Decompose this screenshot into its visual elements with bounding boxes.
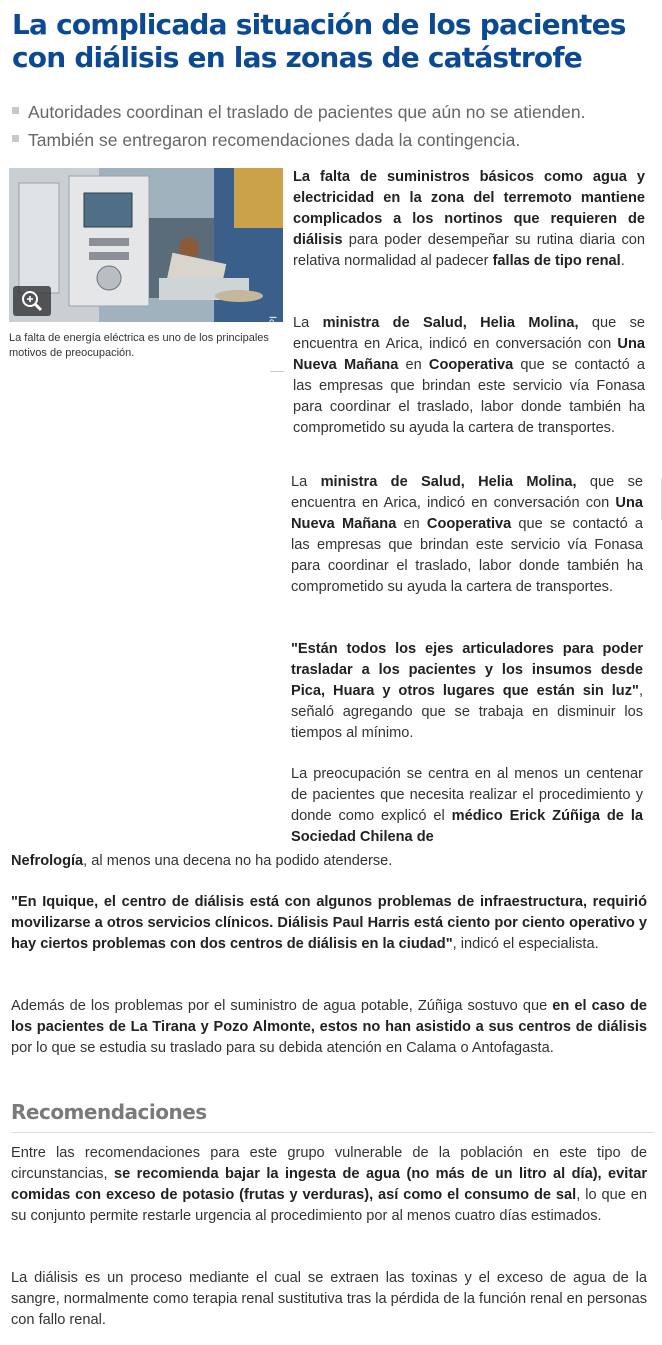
paragraph-4 <box>291 639 643 744</box>
text-run: La preocupación se centra en al menos un centenar de pacientes que necesita realizar el procedimiento y donde como explicó el <box>291 766 643 824</box>
bold-text-run: ministra de Salud, Helia Molina, <box>322 315 579 331</box>
paragraph-7 <box>11 996 647 1059</box>
bullet-square-icon <box>12 135 19 142</box>
summary-bullet-text: También se entregaron recomendaciones dada la contingencia. <box>28 130 521 150</box>
paragraph-1 <box>293 167 645 272</box>
paragraph-9 <box>11 1268 647 1331</box>
bold-text-run: Cooperativa <box>426 516 512 532</box>
bold-text-run: La falta de suministros básicos como agua y electricidad en la zona del terremoto mantiene complicados a los nortinos que requieren de diálisis <box>293 169 645 248</box>
text-run: , al menos una decena no ha podido atenderse. <box>83 853 393 869</box>
text-run: , indicó el especialista. <box>452 936 599 952</box>
paragraph-8 <box>11 1143 647 1227</box>
magnifier-icon <box>13 286 51 316</box>
bold-text-run: Una Nueva Mañana <box>293 336 645 373</box>
section-divider <box>11 1132 654 1133</box>
text-run: que se contactó a las empresas que brindan este servicio vía Fonasa para coordinar el traslado, labor donde también ha comprometido su ayuda la cartera de transportes. <box>293 357 645 436</box>
bold-text-run: se recomienda bajar la ingesta de agua (no más de un litro al día), evitar comidas con exceso de potasio (frutas y verduras), así como el consumo de sal <box>11 1166 647 1203</box>
text-run: que se encuentra en Arica, indicó en conversación con <box>291 474 643 511</box>
text-run: para poder desempeñar su rutina diaria con relativa normalidad al padecer <box>293 232 645 269</box>
bold-text-run: fallas de tipo renal <box>492 253 621 269</box>
bold-text-run: Cooperativa <box>428 357 514 373</box>
text-run: por lo que se estudia su traslado para su debida atención en Calama o Antofagasta. <box>11 1040 554 1056</box>
article-photo[interactable] <box>9 168 283 333</box>
bold-text-run: médico Erick Zúñiga de la Sociedad Chilena de <box>291 808 643 845</box>
text-run: que se encuentra en Arica, indicó en conversación con <box>293 315 645 352</box>
section-title-recomendaciones: Recomendaciones <box>11 1100 207 1124</box>
photo-caption: La falta de energía eléctrica es uno de los principales motivos de preocupación. <box>9 332 269 359</box>
paragraph-6 <box>11 892 647 955</box>
summary-bullet-text: Autoridades coordinan el traslado de pacientes que aún no se atienden. <box>28 102 586 122</box>
bold-text-run: ministra de Salud, Helia Molina, <box>320 474 577 490</box>
summary-bullet <box>12 126 657 154</box>
bold-text-run: Nefrología <box>11 853 84 869</box>
zoom-button[interactable] <box>13 286 51 316</box>
text-run: La diálisis es un proceso mediante el cual se extraen las toxinas y el exceso de agua de la sangre, normalmente como terapia renal sustitutiva tras la pérdida de la función renal en personas con fallo renal. <box>11 1270 647 1328</box>
text-run: La <box>291 474 321 490</box>
bold-text-run: Una Nueva Mañana <box>291 495 643 532</box>
paragraph-2 <box>293 313 645 439</box>
article-title: La complicada situación de los pacientes con diálisis en las zonas de catástrofe <box>12 8 626 74</box>
text-run: Entre las recomendaciones para este grupo vulnerable de la población en este tipo de circunstancias, <box>11 1145 647 1182</box>
paragraph-5 <box>291 764 643 848</box>
text-run: en <box>398 357 429 373</box>
text-run: que se contactó a las empresas que brindan este servicio vía Fonasa para coordinar el traslado, labor donde también ha comprometido su ayuda la cartera de transportes. <box>291 516 643 595</box>
text-run: La <box>293 315 323 331</box>
summary-bullets <box>12 98 657 154</box>
text-run: , lo que en su conjunto permite restarle urgencia al procedimiento por al menos cuatro días estimados. <box>11 1187 647 1224</box>
paragraph-3 <box>291 472 643 598</box>
paragraph-5-continued <box>11 851 651 872</box>
bold-text-run: "Están todos los ejes articuladores para poder trasladar a los pacientes y los insumos desde Pica, Huara y otros lugares que están sin luz" <box>291 641 643 699</box>
text-run: Además de los problemas por el suministro de agua potable, Zúñiga sostuvo que <box>11 998 553 1014</box>
text-run: en <box>396 516 427 532</box>
bullet-square-icon <box>12 107 19 114</box>
bold-text-run: "En Iquique, el centro de diálisis está con algunos problemas de infraestructura, requirió movilizarse a otros servicios clínicos. Diálisis Paul Harris está ciento por ciento operativo y hay ciertos problemas con dos centros de diálisis en la ciudad" <box>11 894 647 952</box>
bold-text-run: en el caso de los pacientes de La Tirana y Pozo Almonte, estos no han asistido a sus centros de diálisis <box>11 998 647 1035</box>
photo-credit: UPI <box>269 316 280 333</box>
caption-divider <box>270 371 284 372</box>
text-run: , señaló agregando que se trabaja en disminuir los tiempos al mínimo. <box>291 683 643 741</box>
text-run: . <box>620 253 625 269</box>
summary-bullet <box>12 98 657 126</box>
